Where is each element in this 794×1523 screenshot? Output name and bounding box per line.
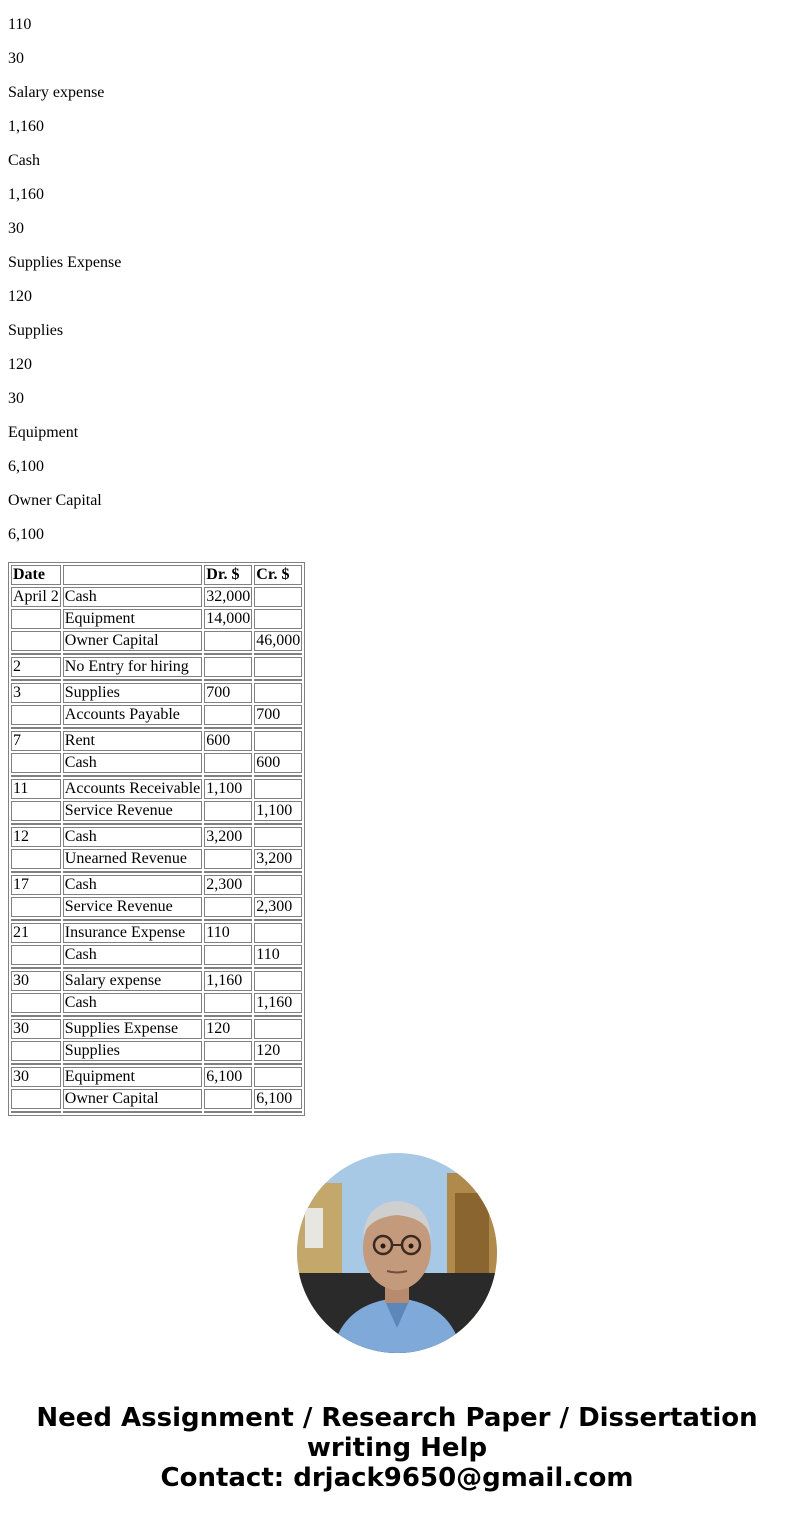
entry-separator — [11, 653, 302, 655]
text-line: 120 — [8, 356, 32, 373]
header-account — [63, 565, 203, 585]
cell-date: 12 — [11, 827, 61, 847]
separator-cell — [63, 823, 203, 825]
cell-credit — [254, 827, 302, 847]
cell-credit — [254, 609, 302, 629]
separator-cell — [204, 653, 252, 655]
separator-cell — [63, 679, 203, 681]
separator-cell — [11, 1111, 61, 1113]
header-date: Date — [11, 565, 61, 585]
table-row — [11, 1089, 302, 1109]
table-row — [11, 753, 302, 773]
cell-debit: 2,300 — [204, 875, 252, 895]
table-row — [11, 1041, 302, 1061]
separator-cell — [254, 1015, 302, 1017]
cell-date: 30 — [11, 1067, 61, 1087]
separator-cell — [63, 1015, 203, 1017]
cell-debit — [204, 753, 252, 773]
table-row — [11, 587, 302, 607]
cell-date: 30 — [11, 1019, 61, 1039]
author-avatar — [297, 1153, 497, 1353]
cell-credit: 110 — [254, 945, 302, 965]
table-row — [11, 1019, 302, 1039]
cell-date: 3 — [11, 683, 61, 703]
separator-cell — [11, 775, 61, 777]
separator-cell — [204, 919, 252, 921]
separator-cell — [254, 967, 302, 969]
cell-credit — [254, 731, 302, 751]
table-row — [11, 849, 302, 869]
cell-credit — [254, 1067, 302, 1087]
table-row — [11, 971, 302, 991]
separator-cell — [254, 919, 302, 921]
separator-cell — [11, 919, 61, 921]
cell-date — [11, 849, 61, 869]
cell-debit: 3,200 — [204, 827, 252, 847]
text-line: Salary expense — [8, 84, 105, 101]
text-line: Owner Capital — [8, 492, 102, 509]
cell-date — [11, 609, 61, 629]
cell-debit: 600 — [204, 731, 252, 751]
text-line: 6,100 — [8, 458, 44, 475]
separator-cell — [63, 653, 203, 655]
cell-date: 17 — [11, 875, 61, 895]
cell-credit — [254, 971, 302, 991]
cell-credit: 1,160 — [254, 993, 302, 1013]
promo-line-2: writing Help — [306, 1433, 488, 1463]
table-row — [11, 631, 302, 651]
cell-debit — [204, 1041, 252, 1061]
text-line: Cash — [8, 152, 40, 169]
separator-cell — [254, 1063, 302, 1065]
separator-cell — [254, 775, 302, 777]
cell-credit: 6,100 — [254, 1089, 302, 1109]
separator-cell — [204, 1015, 252, 1017]
cell-account: Rent — [63, 731, 203, 751]
separator-cell — [204, 967, 252, 969]
cell-debit — [204, 945, 252, 965]
text-line: 30 — [8, 50, 24, 67]
cell-account: Equipment — [63, 609, 203, 629]
person-portrait-icon — [297, 1153, 497, 1353]
cell-date — [11, 753, 61, 773]
cell-credit — [254, 923, 302, 943]
separator-cell — [11, 871, 61, 873]
separator-cell — [11, 967, 61, 969]
cell-account: Salary expense — [63, 971, 203, 991]
cell-account: Owner Capital — [63, 1089, 203, 1109]
cell-date: 2 — [11, 657, 61, 677]
cell-date — [11, 897, 61, 917]
cell-credit — [254, 875, 302, 895]
separator-cell — [11, 1063, 61, 1065]
cell-debit — [204, 993, 252, 1013]
cell-date — [11, 1089, 61, 1109]
table-row — [11, 779, 302, 799]
table-row — [11, 657, 302, 677]
entry-separator — [11, 679, 302, 681]
cell-credit: 3,200 — [254, 849, 302, 869]
cell-debit: 32,000 — [206, 588, 251, 605]
separator-cell — [63, 775, 203, 777]
separator-cell — [254, 823, 302, 825]
cell-account: Accounts Payable — [63, 705, 203, 725]
separator-cell — [204, 727, 252, 729]
text-line: Supplies — [8, 322, 64, 339]
cell-debit — [204, 849, 252, 869]
separator-cell — [204, 775, 252, 777]
cell-debit: 1,160 — [204, 971, 252, 991]
separator-cell — [204, 1063, 252, 1065]
separator-cell — [254, 727, 302, 729]
text-line: 30 — [8, 390, 24, 407]
cell-account: Cash — [63, 753, 203, 773]
cell-date: 7 — [11, 731, 61, 751]
cell-account: Supplies — [63, 1041, 203, 1061]
cell-debit — [204, 1089, 252, 1109]
table-row — [11, 1067, 302, 1087]
cell-account: Cash — [63, 827, 203, 847]
cell-date: 11 — [11, 779, 61, 799]
text-line: Equipment — [8, 424, 79, 441]
cell-debit — [204, 657, 252, 677]
entry-separator — [11, 1015, 302, 1017]
cell-account: Insurance Expense — [63, 923, 203, 943]
separator-cell — [204, 823, 252, 825]
table-row — [11, 683, 302, 703]
cell-credit — [254, 1019, 302, 1039]
cell-date — [11, 993, 61, 1013]
entry-separator — [11, 727, 302, 729]
cell-date: April 2 — [13, 588, 59, 605]
cell-date — [11, 631, 61, 651]
cell-date — [11, 1041, 61, 1061]
text-line: 6,100 — [8, 526, 44, 543]
cell-credit: 700 — [254, 705, 302, 725]
cell-date — [11, 801, 61, 821]
separator-cell — [63, 727, 203, 729]
cell-account: Cash — [63, 945, 203, 965]
separator-cell — [204, 871, 252, 873]
separator-cell — [63, 919, 203, 921]
text-line: 30 — [8, 220, 24, 237]
separator-cell — [11, 727, 61, 729]
text-line: 1,160 — [8, 118, 44, 135]
separator-cell — [11, 679, 61, 681]
cell-account: Accounts Receivable — [64, 780, 201, 797]
journal-body — [11, 587, 302, 1113]
separator-cell — [254, 871, 302, 873]
separator-cell — [63, 871, 203, 873]
entry-separator — [11, 823, 302, 825]
table-row — [11, 945, 302, 965]
cell-debit: 14,000 — [206, 610, 251, 627]
table-row — [11, 897, 302, 917]
cell-account: Supplies — [63, 683, 203, 703]
cell-account: No Entry for hiring — [63, 657, 203, 677]
separator-cell — [63, 1111, 203, 1113]
text-line: Supplies Expense — [8, 254, 122, 271]
cell-account: Owner Capital — [63, 631, 203, 651]
cell-credit: 2,300 — [254, 897, 302, 917]
separator-cell — [254, 679, 302, 681]
table-row — [11, 731, 302, 751]
table-row — [11, 801, 302, 821]
separator-cell — [11, 653, 61, 655]
header-credit: Cr. $ — [254, 565, 302, 585]
cell-account: Cash — [63, 587, 203, 607]
promo-line-1: Need Assignment / Research Paper / Dissertation — [36, 1403, 758, 1433]
text-line: 1,160 — [8, 186, 44, 203]
entry-separator — [11, 967, 302, 969]
cell-credit — [254, 587, 302, 607]
cell-account: Service Revenue — [63, 897, 203, 917]
separator-cell — [11, 823, 61, 825]
table-row — [11, 609, 302, 629]
cell-debit: 1,100 — [204, 779, 252, 799]
cell-date — [11, 945, 61, 965]
cell-debit — [204, 801, 252, 821]
cell-account: Cash — [63, 993, 203, 1013]
cell-credit — [254, 683, 302, 703]
separator-cell — [11, 1015, 61, 1017]
journal-table — [8, 562, 305, 1116]
entry-separator — [11, 871, 302, 873]
table-row — [11, 827, 302, 847]
cell-credit — [254, 657, 302, 677]
separator-cell — [254, 1111, 302, 1113]
cell-account: Unearned Revenue — [63, 849, 203, 869]
cell-date — [11, 705, 61, 725]
cell-debit — [204, 631, 252, 651]
entry-separator — [11, 919, 302, 921]
separator-cell — [63, 967, 203, 969]
separator-cell — [63, 1063, 203, 1065]
promo-banner — [0, 1403, 794, 1493]
cell-credit: 600 — [254, 753, 302, 773]
table-row — [11, 923, 302, 943]
text-lines — [0, 0, 794, 544]
cell-debit: 120 — [204, 1019, 252, 1039]
cell-account: Cash — [63, 875, 203, 895]
table-row — [11, 993, 302, 1013]
cell-debit: 110 — [204, 923, 252, 943]
table-row — [11, 705, 302, 725]
cell-date: 21 — [11, 923, 61, 943]
entry-separator — [11, 1111, 302, 1113]
text-line: 110 — [8, 16, 32, 33]
text-line: 120 — [8, 288, 32, 305]
cell-account: Service Revenue — [63, 801, 203, 821]
cell-debit: 700 — [204, 683, 252, 703]
table-row — [11, 875, 302, 895]
cell-credit: 46,000 — [256, 632, 301, 649]
separator-cell — [204, 1111, 252, 1113]
journal-header-row — [11, 565, 302, 585]
separator-cell — [204, 679, 252, 681]
entry-separator — [11, 775, 302, 777]
cell-debit — [204, 705, 252, 725]
entry-separator — [11, 1063, 302, 1065]
separator-cell — [254, 653, 302, 655]
cell-account: Equipment — [63, 1067, 203, 1087]
cell-debit: 6,100 — [204, 1067, 252, 1087]
header-debit: Dr. $ — [204, 565, 252, 585]
cell-credit: 1,100 — [254, 801, 302, 821]
cell-account: Supplies Expense — [63, 1019, 203, 1039]
cell-credit: 120 — [254, 1041, 302, 1061]
cell-date: 30 — [11, 971, 61, 991]
promo-contact: Contact: drjack9650@gmail.com — [160, 1463, 634, 1493]
cell-credit — [254, 779, 302, 799]
cell-debit — [204, 897, 252, 917]
